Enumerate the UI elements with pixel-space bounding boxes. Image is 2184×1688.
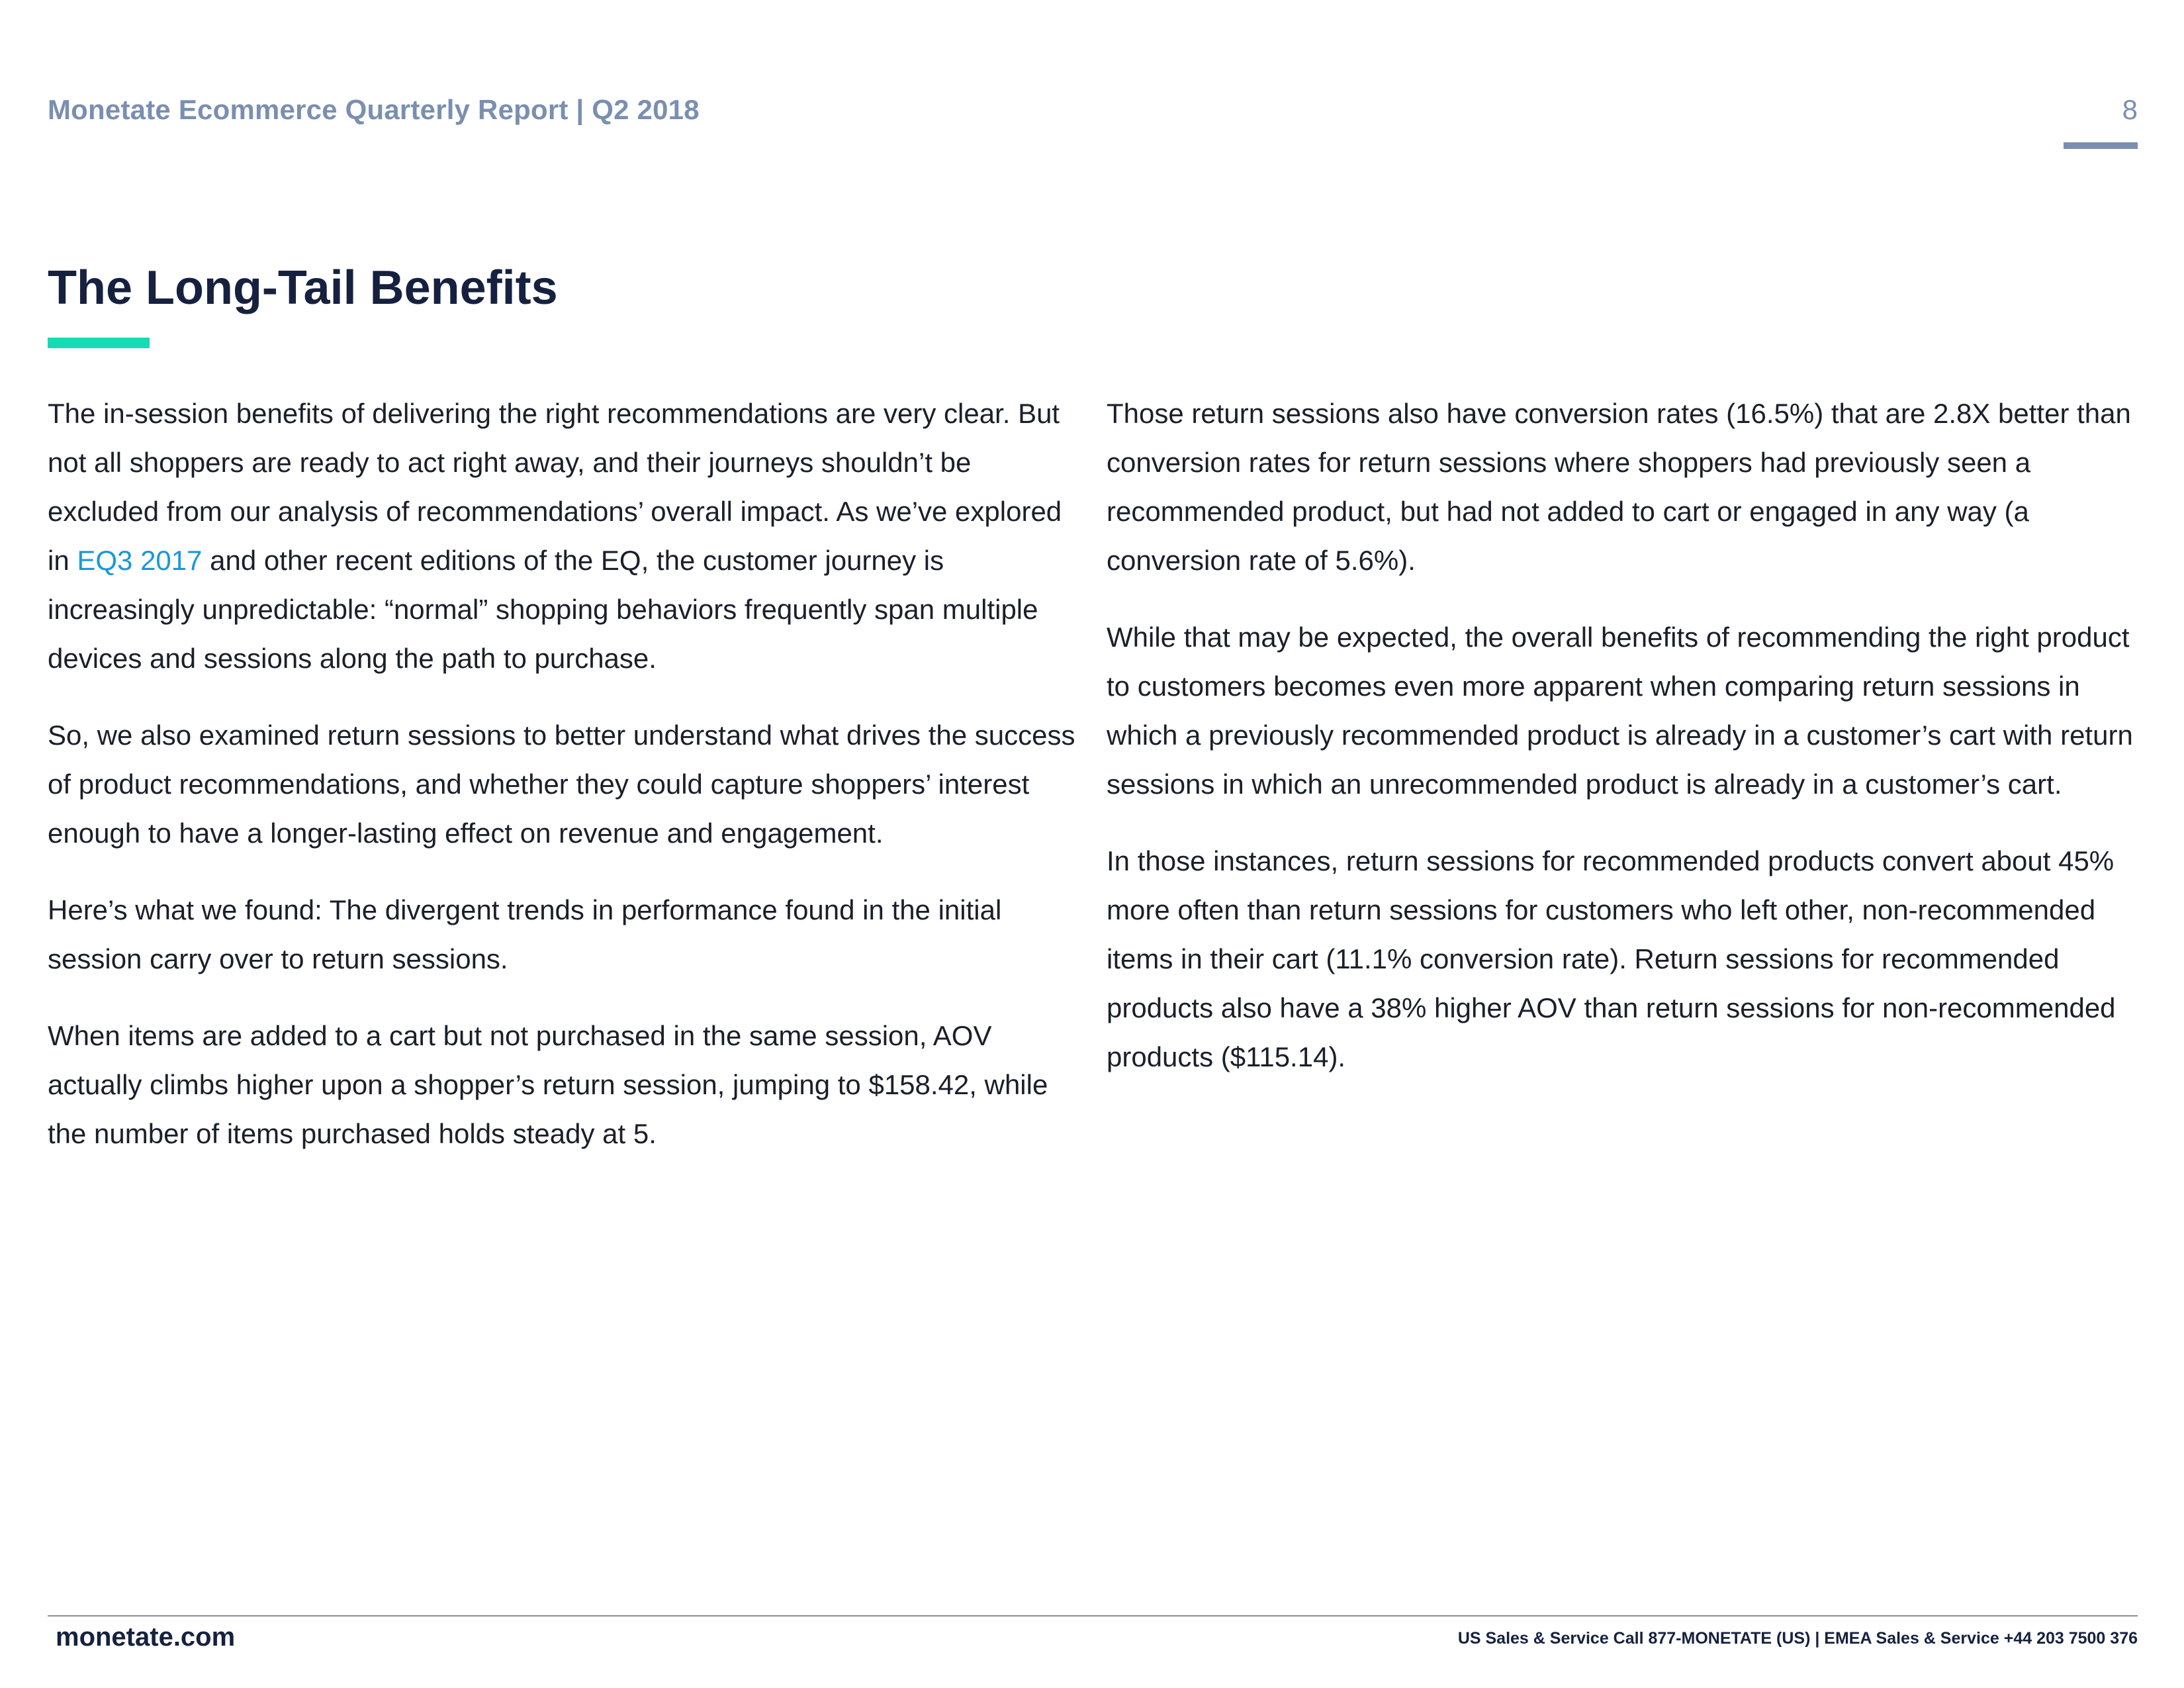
title-accent-bar — [48, 338, 150, 348]
left-paragraph-1-text-a: The in-session benefits of delivering the right recommendations are very clear. But not all shoppers are ready to act right away, and their journeys shouldn’t be excluded from our analysis of recommendations’ overall impact. As we’ve explored in — [48, 398, 1062, 576]
left-column — [48, 389, 1080, 1186]
right-paragraph-2: While that may be expected, the overall benefits of recommending the right product to customers becomes even more apparent when comparing return sessions in which a previously recommended product is already in a customer’s cart with return sessions in which an unrecommended product is already in a customer’s cart. — [1107, 622, 2133, 800]
page-number: 8 — [2122, 94, 2138, 125]
report-header-title: Monetate Ecommerce Quarterly Report | Q2 2018 — [48, 94, 700, 125]
left-paragraph-3: Here’s what we found: The divergent trends in performance found in the initial session carry over to return sessions. — [48, 894, 1002, 974]
footer-site-link[interactable]: monetate.com — [56, 1622, 236, 1652]
page-number-underline — [2064, 142, 2138, 149]
right-column — [1107, 389, 2140, 1109]
left-paragraph-1-text-b: and other recent editions of the EQ, the customer journey is increasingly unpredictable: “normal” shopping behaviors frequently span multiple devices and sessions along the path to purchase. — [48, 545, 1038, 674]
left-paragraph-1 — [48, 389, 1080, 683]
left-paragraph-2: So, we also examined return sessions to better understand what drives the success of product recommendations, and whether they could capture shoppers’ interest enough to have a longer-lasting effect on revenue and engagement. — [48, 720, 1075, 849]
left-paragraph-4: When items are added to a cart but not purchased in the same session, AOV actually climbs higher upon a shopper’s return session, jumping to $158.42, while the number of items purchased holds steady at 5. — [48, 1020, 1048, 1149]
right-paragraph-3: In those instances, return sessions for recommended products convert about 45% more often than return sessions for customers who left other, non-recommended items in their cart (11.1% conversion rate). Return sessions for recommended products also have a 38% higher AOV than return sessions for non-recommended products ($115.14). — [1107, 845, 2116, 1072]
eq3-2017-link[interactable]: EQ3 2017 — [77, 545, 203, 576]
right-paragraph-1: Those return sessions also have conversion rates (16.5%) that are 2.8X better than conversion rates for return sessions where shoppers had previously seen a recommended product, but had not added to cart or engaged in any way (a conversion rate of 5.6%). — [1107, 398, 2131, 576]
footer-contact-info: US Sales & Service Call 877-MONETATE (US) | EMEA Sales & Service +44 203 7500 376 — [1457, 1629, 2138, 1648]
section-title: The Long-Tail Benefits — [48, 261, 558, 314]
footer-divider — [48, 1615, 2138, 1617]
